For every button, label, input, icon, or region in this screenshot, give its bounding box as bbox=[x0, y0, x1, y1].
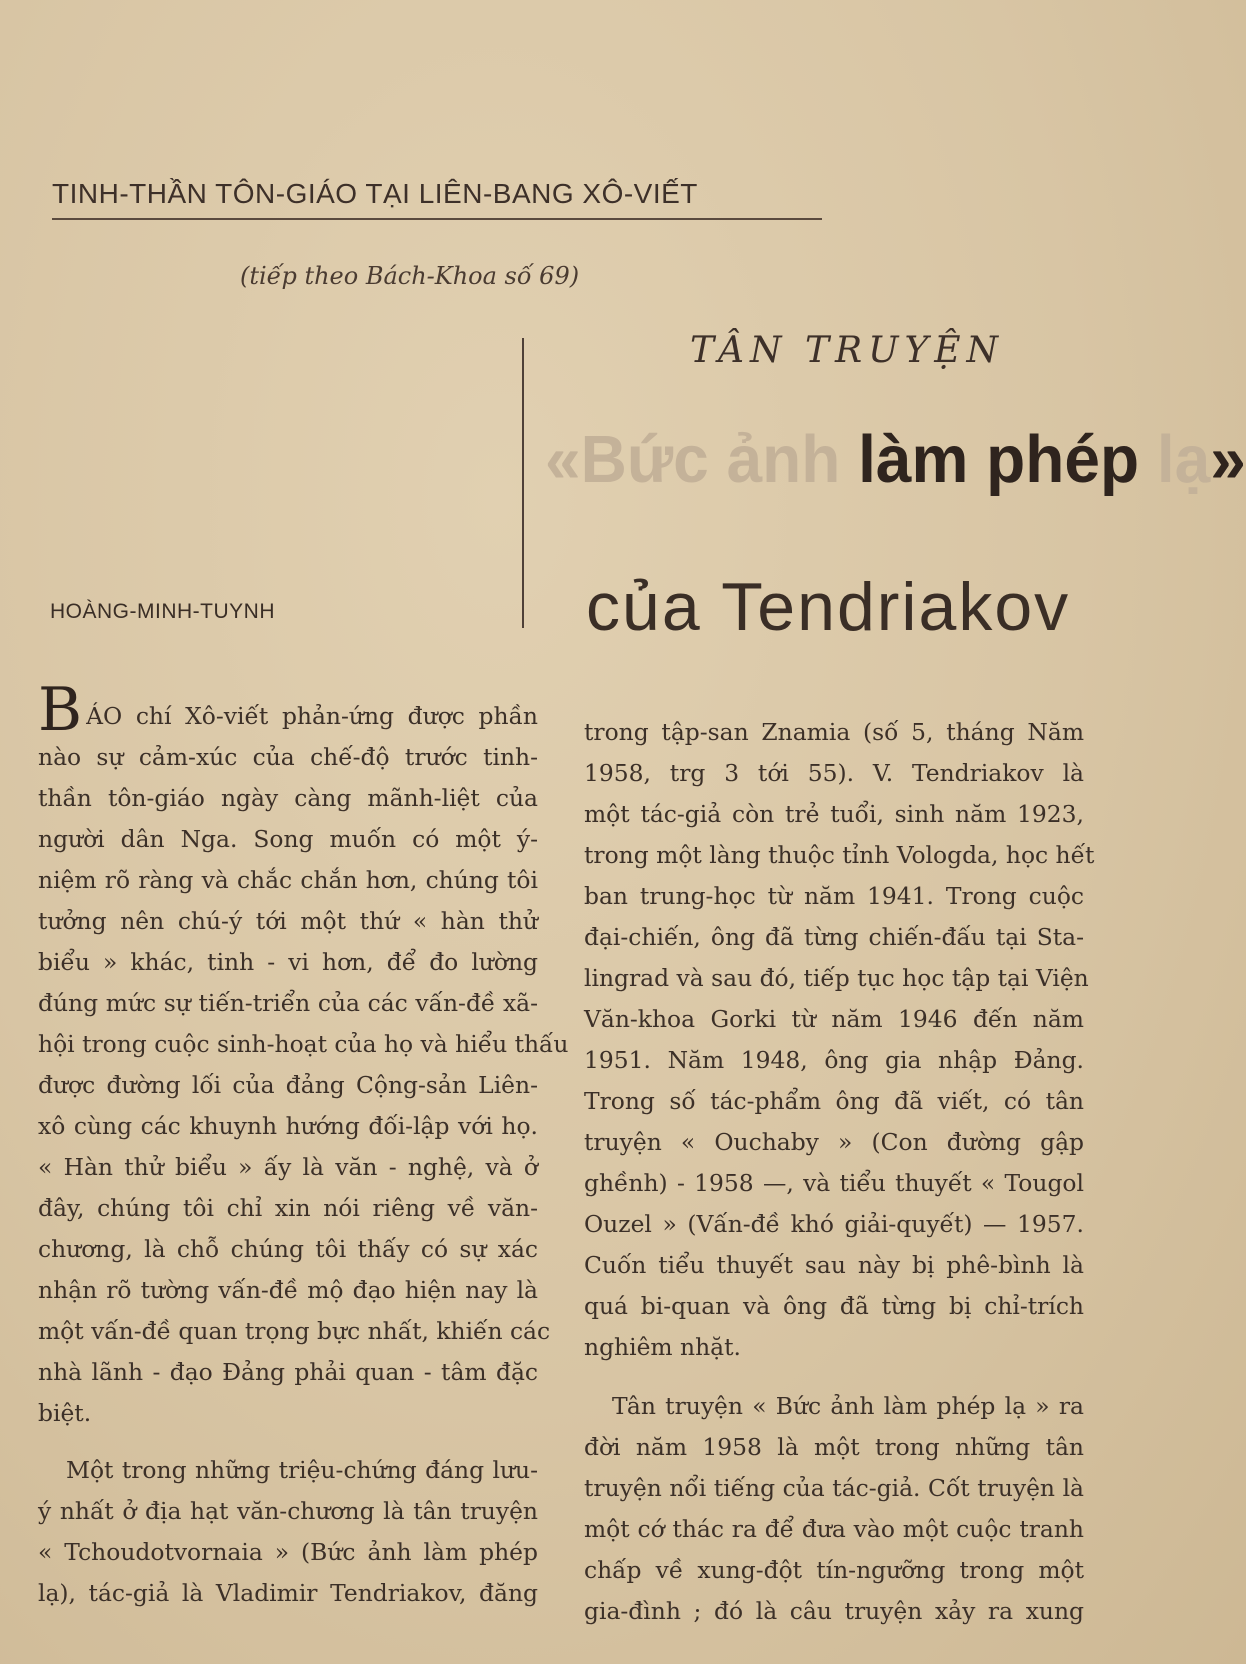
text-line: được đường lối của đảng Cộng-sản Liên- bbox=[38, 1071, 538, 1099]
text-line: nghiêm nhặt. bbox=[584, 1333, 741, 1361]
right-column bbox=[584, 712, 1095, 1632]
text-line: Tân truyện « Bức ảnh làm phép lạ » ra bbox=[612, 1392, 1084, 1420]
text-line: Văn-khoa Gorki từ năm 1946 đến năm bbox=[584, 1005, 1084, 1033]
text-line: truyện nổi tiếng của tác-giả. Cốt truyện là bbox=[584, 1474, 1084, 1502]
left-lines bbox=[38, 696, 569, 1434]
left-paragraph-1 bbox=[38, 675, 569, 1434]
text-line: ý nhất ở địa hạt văn-chương là tân truyện bbox=[38, 1497, 538, 1525]
text-line: chấp về xung-đột tín-ngưỡng trong một bbox=[584, 1556, 1084, 1584]
text-line: nhận rõ tường vấn-đề mộ đạo hiện nay là bbox=[38, 1276, 538, 1304]
text-line: nào sự cảm-xúc của chế-độ trước tinh- bbox=[38, 743, 538, 771]
text-line: tưởng nên chú-ý tới một thứ « hàn thử bbox=[38, 907, 538, 935]
text-line: biệt. bbox=[38, 1399, 92, 1427]
story-title-faded-right: lạ bbox=[1156, 421, 1211, 497]
right-paragraph-1 bbox=[584, 712, 1095, 1368]
text-line: « Hàn thử biểu » ấy là văn - nghệ, và ở bbox=[38, 1153, 538, 1181]
text-line: đây, chúng tôi chỉ xin nói riêng về văn- bbox=[38, 1194, 538, 1222]
story-title bbox=[545, 420, 1246, 498]
text-line: 1951. Năm 1948, ông gia nhập Đảng. bbox=[584, 1046, 1084, 1074]
drop-cap: B bbox=[38, 675, 83, 745]
column-divider bbox=[522, 338, 524, 628]
text-line: ÁO chí Xô-viết phản-ứng được phần bbox=[86, 702, 538, 730]
left-paragraph-2 bbox=[38, 1450, 538, 1614]
text-line: chương, là chỗ chúng tôi thấy có sự xác bbox=[38, 1235, 538, 1263]
text-line: quá bi-quan và ông đã từng bị chỉ-trích bbox=[584, 1292, 1084, 1320]
text-line: ban trung-học từ năm 1941. Trong cuộc bbox=[584, 882, 1084, 910]
text-line: biểu » khác, tinh - vi hơn, để đo lường bbox=[38, 948, 538, 976]
story-title-visible: làm phép bbox=[858, 421, 1140, 497]
text-line: xô cùng các khuynh hướng đối-lập với họ. bbox=[38, 1112, 538, 1140]
text-line: Trong số tác-phẩm ông đã viết, có tân bbox=[584, 1087, 1084, 1115]
text-line: hội trong cuộc sinh-hoạt của họ và hiểu thấu bbox=[38, 1030, 569, 1058]
text-line: « Tchoudotvornaia » (Bức ảnh làm phép bbox=[38, 1538, 538, 1566]
text-line: một cớ thác ra để đưa vào một cuộc tranh bbox=[584, 1515, 1084, 1543]
text-line: lingrad và sau đó, tiếp tục học tập tại Viện bbox=[584, 964, 1089, 992]
text-line: ghềnh) - 1958 —, và tiểu thuyết « Tougol bbox=[584, 1169, 1084, 1197]
story-title-close: » bbox=[1210, 421, 1246, 497]
story-title-faded-left: «Bức ảnh bbox=[545, 421, 841, 497]
text-line: nhà lãnh - đạo Đảng phải quan - tâm đặc bbox=[38, 1358, 538, 1386]
text-line: một tác-giả còn trẻ tuổi, sinh năm 1923, bbox=[584, 800, 1084, 828]
text-line: đúng mức sự tiến-triển của các vấn-đề xã- bbox=[38, 989, 538, 1017]
text-line: một vấn-đề quan trọng bực nhất, khiến các bbox=[38, 1317, 551, 1345]
story-label: TÂN TRUYỆN bbox=[690, 330, 1004, 371]
text-line: Cuốn tiểu thuyết sau này bị phê-bình là bbox=[584, 1251, 1084, 1279]
text-line: đại-chiến, ông đã từng chiến-đấu tại Sta- bbox=[584, 923, 1084, 951]
text-line: thần tôn-giáo ngày càng mãnh-liệt của bbox=[38, 784, 538, 812]
text-line: gia-đình ; đó là câu truyện xảy ra xung bbox=[584, 1597, 1084, 1625]
text-line: Một trong những triệu-chứng đáng lưu- bbox=[66, 1456, 538, 1484]
text-line: trong tập-san Znamia (số 5, tháng Năm bbox=[584, 718, 1084, 746]
right-paragraph-2 bbox=[584, 1386, 1084, 1632]
text-line: Ouzel » (Vấn-đề khó giải-quyết) — 1957. bbox=[584, 1210, 1084, 1238]
left-column bbox=[38, 675, 569, 1614]
text-line: niệm rõ ràng và chắc chắn hơn, chúng tôi bbox=[38, 866, 538, 894]
author-name: HOÀNG-MINH-TUYNH bbox=[50, 600, 275, 623]
text-line: người dân Nga. Song muốn có một ý- bbox=[38, 825, 538, 853]
continued-note: (tiếp theo Bách-Khoa số 69) bbox=[240, 262, 580, 290]
text-line: truyện « Ouchaby » (Con đường gập bbox=[584, 1128, 1084, 1156]
text-line: đời năm 1958 là một trong những tân bbox=[584, 1433, 1084, 1461]
section-title: TINH-THẦN TÔN-GIÁO TẠI LIÊN-BANG XÔ-VIẾT bbox=[52, 178, 822, 220]
text-line: lạ), tác-giả là Vladimir Tendriakov, đăng bbox=[38, 1579, 538, 1607]
text-line: trong một làng thuộc tỉnh Vologda, học hết bbox=[584, 841, 1095, 869]
story-byline: của Tendriakov bbox=[586, 569, 1071, 645]
text-line: 1958, trg 3 tới 55). V. Tendriakov là bbox=[584, 759, 1084, 787]
